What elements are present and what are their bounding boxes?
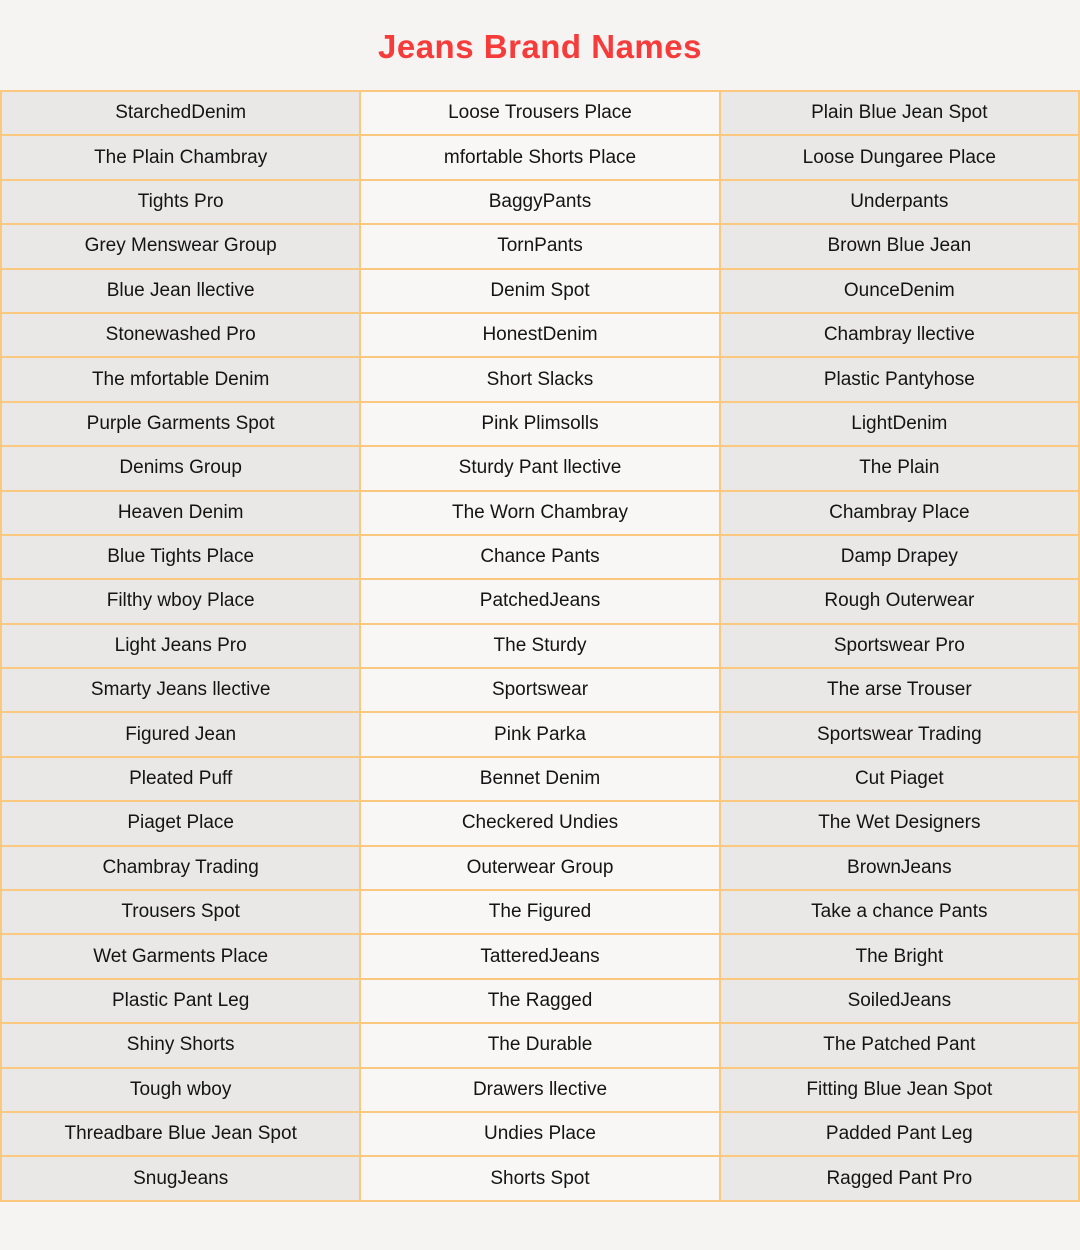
table-row bbox=[1, 624, 1079, 668]
table-cell: Checkered Undies bbox=[360, 801, 719, 845]
table-cell: Pleated Puff bbox=[1, 757, 360, 801]
table-cell: Chambray llective bbox=[720, 313, 1079, 357]
table-cell: Chambray Trading bbox=[1, 846, 360, 890]
table-cell: Chance Pants bbox=[360, 535, 719, 579]
table-cell: Shiny Shorts bbox=[1, 1023, 360, 1067]
table-cell: Sportswear Trading bbox=[720, 712, 1079, 756]
table-cell: Piaget Place bbox=[1, 801, 360, 845]
table-row bbox=[1, 890, 1079, 934]
table-cell: The Sturdy bbox=[360, 624, 719, 668]
table-cell: Tough wboy bbox=[1, 1068, 360, 1112]
table-cell: BrownJeans bbox=[720, 846, 1079, 890]
table-cell: Threadbare Blue Jean Spot bbox=[1, 1112, 360, 1156]
table-cell: Smarty Jeans llective bbox=[1, 668, 360, 712]
table-row bbox=[1, 1112, 1079, 1156]
page-title: Jeans Brand Names bbox=[378, 28, 702, 65]
table-cell: Denim Spot bbox=[360, 269, 719, 313]
table-cell: The Figured bbox=[360, 890, 719, 934]
table-cell: Plastic Pantyhose bbox=[720, 357, 1079, 401]
table-cell: Fitting Blue Jean Spot bbox=[720, 1068, 1079, 1112]
table-cell: Pink Parka bbox=[360, 712, 719, 756]
table-cell: Drawers llective bbox=[360, 1068, 719, 1112]
table-row bbox=[1, 135, 1079, 179]
table-row bbox=[1, 313, 1079, 357]
table-row bbox=[1, 712, 1079, 756]
table-cell: Underpants bbox=[720, 180, 1079, 224]
table-cell: BaggyPants bbox=[360, 180, 719, 224]
brand-names-table bbox=[0, 90, 1080, 1202]
table-cell: OunceDenim bbox=[720, 269, 1079, 313]
table-cell: Shorts Spot bbox=[360, 1156, 719, 1200]
table-row bbox=[1, 402, 1079, 446]
table-cell: Loose Dungaree Place bbox=[720, 135, 1079, 179]
table-cell: Wet Garments Place bbox=[1, 934, 360, 978]
table-cell: Blue Jean llective bbox=[1, 269, 360, 313]
table-cell: Pink Plimsolls bbox=[360, 402, 719, 446]
table-cell: Blue Tights Place bbox=[1, 535, 360, 579]
table-cell: Short Slacks bbox=[360, 357, 719, 401]
table-row bbox=[1, 846, 1079, 890]
table-row bbox=[1, 491, 1079, 535]
table-cell: SnugJeans bbox=[1, 1156, 360, 1200]
table-row bbox=[1, 1068, 1079, 1112]
table-cell: TatteredJeans bbox=[360, 934, 719, 978]
table-row bbox=[1, 91, 1079, 135]
table-cell: Figured Jean bbox=[1, 712, 360, 756]
table-cell: Cut Piaget bbox=[720, 757, 1079, 801]
table-row bbox=[1, 180, 1079, 224]
table-cell: StarchedDenim bbox=[1, 91, 360, 135]
table-cell: Damp Drapey bbox=[720, 535, 1079, 579]
table-cell: The Patched Pant bbox=[720, 1023, 1079, 1067]
table-row bbox=[1, 979, 1079, 1023]
table-row bbox=[1, 224, 1079, 268]
table-cell: Filthy wboy Place bbox=[1, 579, 360, 623]
table-cell: Tights Pro bbox=[1, 180, 360, 224]
table-cell: Bennet Denim bbox=[360, 757, 719, 801]
table-cell: Light Jeans Pro bbox=[1, 624, 360, 668]
table-cell: The Plain bbox=[720, 446, 1079, 490]
table-cell: TornPants bbox=[360, 224, 719, 268]
table-row bbox=[1, 1156, 1079, 1200]
table-row bbox=[1, 579, 1079, 623]
table-cell: Sturdy Pant llective bbox=[360, 446, 719, 490]
table-cell: The Bright bbox=[720, 934, 1079, 978]
table-row bbox=[1, 801, 1079, 845]
table-cell: Rough Outerwear bbox=[720, 579, 1079, 623]
table-row bbox=[1, 269, 1079, 313]
table-cell: Brown Blue Jean bbox=[720, 224, 1079, 268]
table-cell: Heaven Denim bbox=[1, 491, 360, 535]
table-cell: Plain Blue Jean Spot bbox=[720, 91, 1079, 135]
table-cell: Ragged Pant Pro bbox=[720, 1156, 1079, 1200]
table-cell: The Plain Chambray bbox=[1, 135, 360, 179]
table-cell: HonestDenim bbox=[360, 313, 719, 357]
table-row bbox=[1, 934, 1079, 978]
table-cell: Purple Garments Spot bbox=[1, 402, 360, 446]
table-cell: Outerwear Group bbox=[360, 846, 719, 890]
table-cell: Padded Pant Leg bbox=[720, 1112, 1079, 1156]
table-row bbox=[1, 446, 1079, 490]
table-cell: Plastic Pant Leg bbox=[1, 979, 360, 1023]
table-cell: LightDenim bbox=[720, 402, 1079, 446]
table-cell: Loose Trousers Place bbox=[360, 91, 719, 135]
table-cell: Take a chance Pants bbox=[720, 890, 1079, 934]
table-cell: mfortable Shorts Place bbox=[360, 135, 719, 179]
table-cell: The mfortable Denim bbox=[1, 357, 360, 401]
table-cell: Grey Menswear Group bbox=[1, 224, 360, 268]
table-cell: Stonewashed Pro bbox=[1, 313, 360, 357]
table-cell: The Durable bbox=[360, 1023, 719, 1067]
table-cell: Denims Group bbox=[1, 446, 360, 490]
table-row bbox=[1, 357, 1079, 401]
table-cell: Trousers Spot bbox=[1, 890, 360, 934]
table-cell: Undies Place bbox=[360, 1112, 719, 1156]
brand-names-table-body bbox=[1, 91, 1079, 1201]
table-row bbox=[1, 1023, 1079, 1067]
table-cell: The Worn Chambray bbox=[360, 491, 719, 535]
table-cell: PatchedJeans bbox=[360, 579, 719, 623]
table-cell: Chambray Place bbox=[720, 491, 1079, 535]
table-cell: Sportswear bbox=[360, 668, 719, 712]
table-cell: The Wet Designers bbox=[720, 801, 1079, 845]
table-cell: The arse Trouser bbox=[720, 668, 1079, 712]
table-row bbox=[1, 535, 1079, 579]
table-cell: Sportswear Pro bbox=[720, 624, 1079, 668]
table-cell: The Ragged bbox=[360, 979, 719, 1023]
table-cell: SoiledJeans bbox=[720, 979, 1079, 1023]
table-row bbox=[1, 757, 1079, 801]
table-row bbox=[1, 668, 1079, 712]
